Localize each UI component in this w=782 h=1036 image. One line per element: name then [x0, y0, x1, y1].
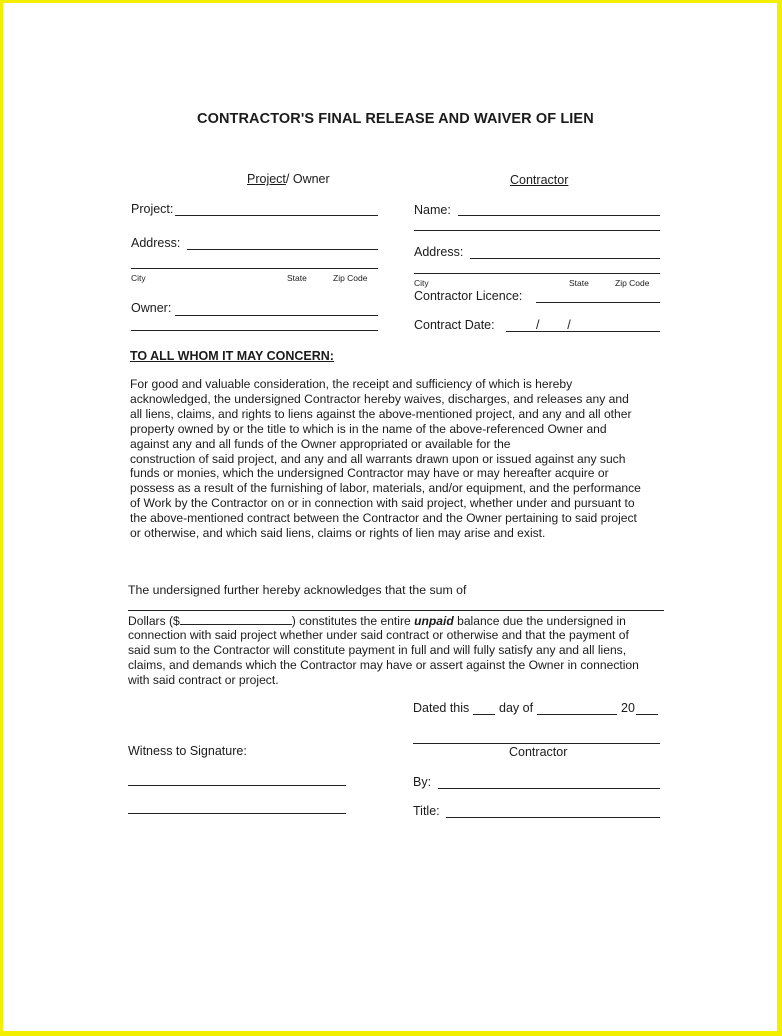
- contractor-name-line2-field[interactable]: [414, 230, 660, 231]
- owner-address-line2-field[interactable]: [131, 268, 378, 269]
- project-field[interactable]: [175, 215, 378, 216]
- owner-heading-project: Project: [247, 172, 286, 186]
- paragraph-line: property owned by or the title to which is in the name of the above-referenced Owner and: [130, 421, 607, 436]
- unpaid-emphasis: unpaid: [414, 614, 454, 628]
- dollars-prefix: Dollars ($: [128, 614, 180, 628]
- contractor-signature-line[interactable]: [413, 743, 660, 744]
- concern-heading: TO ALL WHOM IT MAY CONCERN:: [130, 349, 334, 363]
- contractor-zip-label: Zip Code: [615, 278, 650, 288]
- contractor-section-heading: Contractor: [510, 173, 569, 187]
- paragraph-line: possess as a result of the furnishing of labor, materials, and/or equipment, and the performance: [130, 481, 641, 496]
- title-field[interactable]: [446, 817, 660, 818]
- dated-prefix: Dated this: [413, 701, 470, 715]
- paragraph-line: of Work by the Contractor on or in connection with said project, whether under and pursuant to: [130, 496, 635, 511]
- owner-address-field[interactable]: [187, 249, 378, 250]
- contractor-address-field[interactable]: [470, 258, 660, 259]
- owner-field[interactable]: [175, 315, 378, 316]
- paragraph-line: connection with said project whether under said contract or otherwise and that the payment of: [128, 628, 629, 642]
- dated-month-field[interactable]: [537, 714, 617, 715]
- dollar-amount-field[interactable]: [180, 613, 292, 625]
- witness-signature-line-1[interactable]: [128, 785, 346, 786]
- dated-year-field[interactable]: [636, 714, 658, 715]
- paragraph-line: For good and valuable consideration, the receipt and sufficiency of which is hereby: [130, 377, 573, 391]
- sum-acknowledgement: The undersigned further hereby acknowledges that the sum of: [128, 583, 467, 597]
- contract-date-slashes: / /: [536, 318, 571, 332]
- title-label: Title:: [413, 804, 440, 818]
- contractor-city-label: City: [414, 278, 429, 288]
- contract-date-field[interactable]: [506, 331, 660, 332]
- dated-year-prefix: 20: [621, 701, 635, 715]
- paragraph-line: against any and all funds of the Owner appropriated or available for the: [130, 436, 511, 451]
- owner-label: Owner:: [131, 301, 172, 315]
- paragraph-line: all liens, claims, and rights to liens against the above-mentioned project, and any and all other: [130, 406, 632, 421]
- owner-line2-field[interactable]: [131, 330, 378, 331]
- payment-paragraph: [128, 628, 639, 688]
- contractor-signature-label: Contractor: [509, 745, 568, 759]
- contractor-name-field[interactable]: [458, 215, 660, 216]
- owner-city-label: City: [131, 273, 146, 283]
- by-field[interactable]: [438, 788, 660, 789]
- witness-signature-line-2[interactable]: [128, 813, 346, 814]
- owner-state-label: State: [287, 273, 307, 283]
- dollars-suffix: balance due the undersigned in: [453, 614, 626, 628]
- contractor-address-line2-field[interactable]: [414, 273, 660, 274]
- paragraph-line: funds or monies, which the undersigned Contractor may have or may hereafter acquire or: [130, 466, 609, 481]
- witness-label: Witness to Signature:: [128, 744, 247, 758]
- paragraph-line: acknowledged, the undersigned Contractor hereby waives, discharges, and releases any and: [130, 391, 629, 406]
- owner-zip-label: Zip Code: [333, 273, 368, 283]
- dollars-middle: ) constitutes the entire: [291, 614, 415, 628]
- document-page: [3, 3, 777, 1031]
- paragraph-line: claims, and demands which the Contractor may have or assert against the Owner in connection: [128, 657, 639, 672]
- owner-address-label: Address:: [131, 236, 181, 250]
- contractor-licence-field[interactable]: [536, 302, 660, 303]
- project-label: Project:: [131, 202, 174, 216]
- paragraph-line: the above-mentioned contract between the Contractor and the Owner pertaining to said project: [130, 511, 637, 526]
- document-title: CONTRACTOR'S FINAL RELEASE AND WAIVER OF LIEN: [197, 111, 594, 127]
- contractor-licence-label: Contractor Licence:: [414, 289, 523, 303]
- paragraph-line: with said contract or project.: [128, 672, 279, 687]
- paragraph-line: said sum to the Contractor will constitute payment in full and will fully satisfy any and all liens,: [128, 642, 627, 657]
- owner-heading-rest: / Owner: [285, 172, 330, 186]
- paragraph-line: construction of said project, and any and all warrants drawn upon or issued against any such: [130, 451, 626, 466]
- sum-words-field[interactable]: [128, 610, 664, 611]
- dollars-line: [128, 613, 626, 629]
- contractor-name-label: Name:: [414, 203, 451, 217]
- contractor-address-label: Address:: [414, 245, 464, 259]
- contract-date-label: Contract Date:: [414, 318, 495, 332]
- contractor-state-label: State: [569, 278, 589, 288]
- dated-day-of: day of: [499, 701, 534, 715]
- by-label: By:: [413, 775, 432, 789]
- dated-day-field[interactable]: [473, 714, 495, 715]
- release-paragraph: [130, 377, 641, 541]
- owner-section-heading: [247, 172, 330, 186]
- paragraph-line: or otherwise, and which said liens, claims or rights of lien may arise and exist.: [130, 526, 546, 541]
